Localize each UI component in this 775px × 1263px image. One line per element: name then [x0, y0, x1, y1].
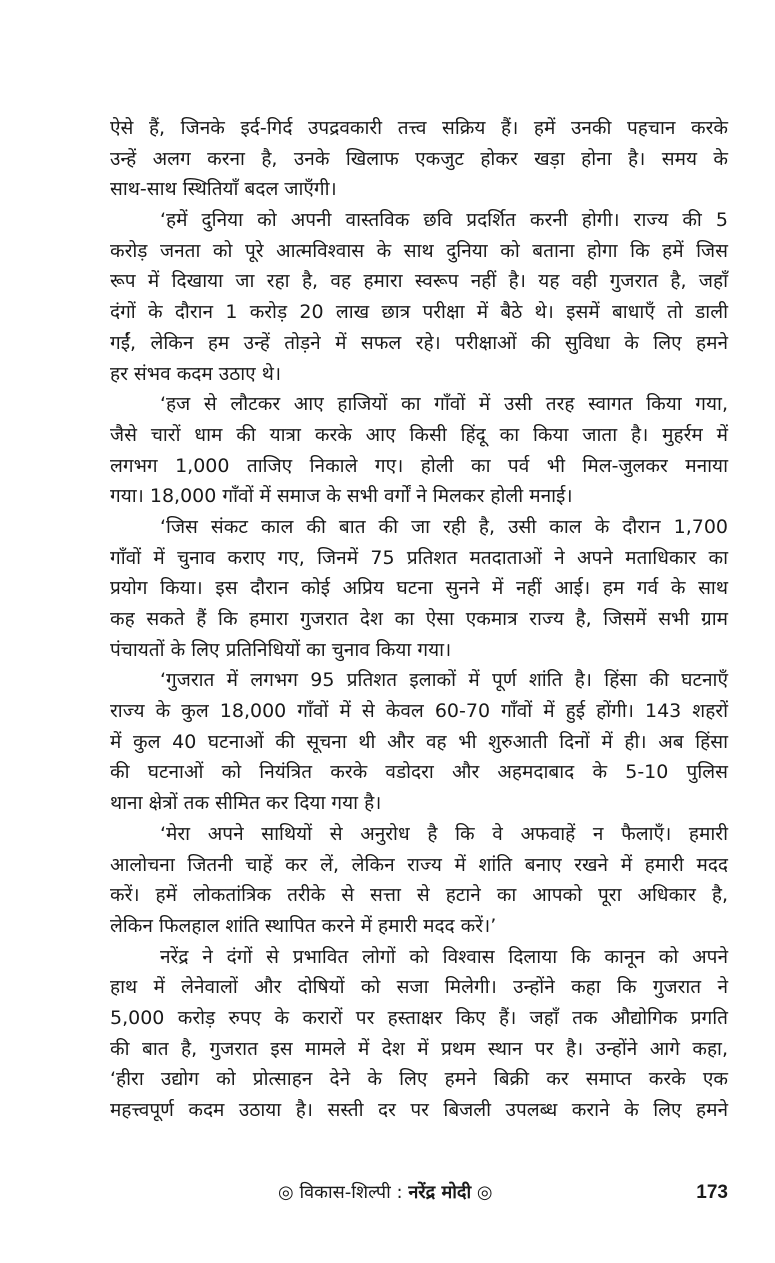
running-footer-title: [278, 1178, 493, 1208]
text-line: लेकिन फिलहाल शांति स्थापित करने में हमारी मदद करें।’: [110, 914, 497, 937]
text-line: ‘हमें दुनिया को अपनी वास्तविक छवि प्रदर्शित करनी होगी। राज्य की 5: [160, 209, 728, 232]
text-line: जैसे चारों धाम की यात्रा करके आए किसी हिंदू का किया जाता है। मुहर्रम में: [110, 423, 728, 446]
text-line: की बात है, गुजरात इस मामले में देश में प्रथम स्थान पर है। उन्होंने आगे कहा,: [110, 1037, 728, 1060]
text-line: कह सकते हैं कि हमारा गुजरात देश का ऐसा एकमात्र राज्य है, जिसमें सभी ग्राम: [110, 608, 728, 630]
text-line: ‘हज से लौटकर आए हाजियों का गाँवों में उसी तरह स्वागत किया गया,: [160, 393, 728, 416]
text-line: उन्हें अलग करना है, उनके खिलाफ एकजुट होकर खड़ा होना है। समय के: [110, 147, 728, 170]
text-line: ऐसे हैं, जिनके इर्द-गिर्द उपद्रवकारी तत्त्व सक्रिय हैं। हमें उनकी पहचान करके: [110, 117, 728, 139]
text-line: साथ-साथ स्थितियाँ बदल जाएँगी।: [110, 178, 337, 201]
text-line: रूप में दिखाया जा रहा है, वह हमारा स्वरूप नहीं है। यह वही गुजरात है, जहाँ: [110, 270, 728, 293]
page-footer: [110, 1178, 728, 1208]
text-line: करोड़ जनता को पूरे आत्मविश्वास के साथ दुनिया को बताना होगा कि हमें जिस: [110, 239, 728, 262]
paragraph: [110, 205, 728, 389]
paragraph: [110, 389, 728, 512]
page-number: 173: [696, 1182, 728, 1203]
body-text: [110, 113, 728, 1126]
series-name: विकास-शिल्पी :: [299, 1182, 403, 1203]
text-line: गईं, लेकिन हम उन्हें तोड़ने में सफल रहे। परीक्षाओं की सुविधा के लिए हमने: [110, 331, 728, 354]
book-title: नरेंद्र मोदी: [408, 1182, 472, 1203]
text-line: में कुल 40 घटनाओं की सूचना थी और वह भी शुरुआती दिनों में ही। अब हिंसा: [110, 730, 728, 753]
paragraph: [110, 942, 728, 1126]
text-line: की घटनाओं को नियंत्रित करके वडोदरा और अहमदाबाद के 5-10 पुलिस: [110, 761, 728, 784]
text-line: ‘मेरा अपने साथियों से अनुरोध है कि वे अफवाहें न फैलाएँ। हमारी: [160, 822, 728, 845]
text-line: हर संभव कदम उठाए थे।: [110, 362, 282, 385]
text-line: ‘गुजरात में लगभग 95 प्रतिशत इलाकों में पूर्ण शांति है। हिंसा की घटनाएँ: [160, 669, 728, 692]
text-line: महत्त्वपूर्ण कदम उठाया है। सस्ती दर पर बिजली उपलब्ध कराने के लिए हमने: [110, 1099, 728, 1121]
text-line: पंचायतों के लिए प्रतिनिधियों का चुनाव किया गया।: [110, 638, 452, 661]
text-line: राज्य के कुल 18,000 गाँवों में से केवल 60-70 गाँवों में हुई होंगी। 143 शहरों: [110, 700, 728, 723]
text-line: थाना क्षेत्रों तक सीमित कर दिया गया है।: [110, 792, 382, 815]
paragraph: [110, 819, 728, 942]
text-line: ‘हीरा उद्योग को प्रोत्साहन देने के लिए हमने बिक्री कर समाप्त करके एक: [110, 1068, 728, 1091]
text-line: गया। 18,000 गाँवों में समाज के सभी वर्गों ने मिलकर होली मनाई।: [110, 485, 573, 508]
text-line: हाथ में लेनेवालों और दोषियों को सजा मिलेगी। उन्होंने कहा कि गुजरात ने: [110, 976, 728, 999]
text-line: करें। हमें लोकतांत्रिक तरीके से सत्ता से हटाने का आपको पूरा अधिकार है,: [110, 884, 728, 907]
ornament-icon: ◎: [278, 1182, 294, 1203]
text-line: नरेंद्र ने दंगों से प्रभावित लोगों को विश्वास दिलाया कि कानून को अपने: [160, 945, 728, 968]
text-line: ‘जिस संकट काल की बात की जा रही है, उसी काल के दौरान 1,700: [160, 515, 728, 538]
paragraph: [110, 665, 728, 818]
text-line: गाँवों में चुनाव कराए गए, जिनमें 75 प्रतिशत मतदाताओं ने अपने मताधिकार का: [110, 546, 728, 569]
text-line: प्रयोग किया। इस दौरान कोई अप्रिय घटना सुनने में नहीं आई। हम गर्व के साथ: [110, 577, 728, 600]
paragraph: [110, 113, 728, 205]
text-line: 5,000 करोड़ रुपए के करारों पर हस्ताक्षर किए हैं। जहाँ तक औद्योगिक प्रगति: [110, 1006, 728, 1029]
text-line: लगभग 1,000 ताजिए निकाले गए। होली का पर्व भी मिल-जुलकर मनाया: [110, 454, 728, 477]
text-line: आलोचना जितनी चाहें कर लें, लेकिन राज्य में शांति बनाए रखने में हमारी मदद: [110, 853, 728, 876]
paragraph: [110, 512, 728, 665]
text-line: दंगों के दौरान 1 करोड़ 20 लाख छात्र परीक्षा में बैठे थे। इसमें बाधाएँ तो डाली: [110, 301, 728, 324]
ornament-icon: ◎: [476, 1182, 493, 1203]
